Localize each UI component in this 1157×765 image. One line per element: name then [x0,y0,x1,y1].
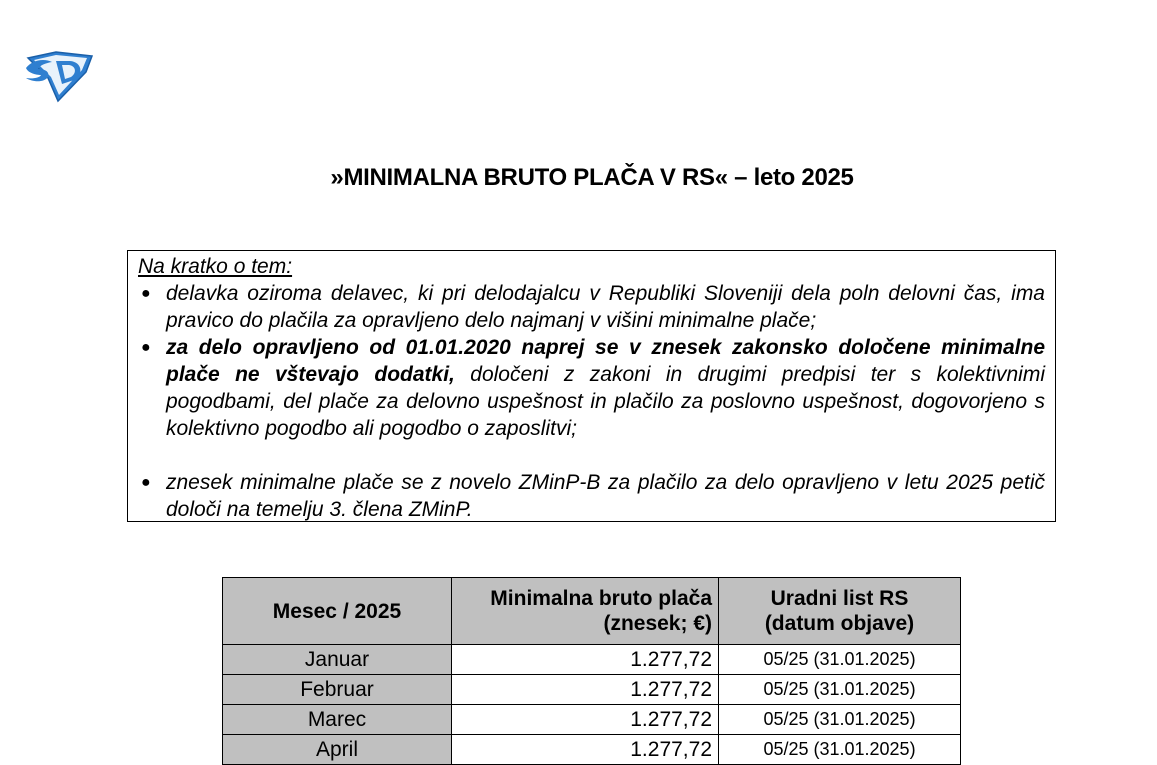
header-month: Mesec / 2025 [223,578,452,645]
header-amount-line2: (znesek; €) [603,612,712,635]
cell-amount: 1.277,72 [452,675,719,705]
summary-heading: Na kratko o tem: [138,255,293,278]
cell-gazette: 05/25 (31.01.2025) [719,735,961,765]
minimum-wage-table [222,577,961,765]
summary-bullet-3 [138,469,1045,523]
cell-amount: 1.277,72 [452,645,719,675]
cell-gazette: 05/25 (31.01.2025) [719,705,961,735]
bullet-dot-icon: ● [141,339,151,356]
header-gazette [719,578,961,645]
company-logo-icon [22,48,96,104]
bullet-dot-icon: ● [141,285,151,302]
page-title: »MINIMALNA BRUTO PLAČA V RS« – leto 2025 [330,164,854,191]
summary-box [127,250,1056,522]
table-header-row [223,578,961,645]
header-amount [452,578,719,645]
bullet-text: določeni z zakoni in drugimi predpisi ter s kolektivnimi pogodbami, del plače za delovno uspešnost in plačilo za poslovno uspešnost, dogovorjeno s kolektivno pogodbo ali pogodbo o zaposlitvi; [166,363,1046,440]
table-row [223,705,961,735]
header-gazette-line1: Uradni list RS [770,587,909,610]
table-row [223,675,961,705]
bullet-text: delavka oziroma delavec, ki pri delodajalcu v Republiki Sloveniji dela poln delovni čas, ima pravico do plačila za opravljeno delo najmanj v višini minimalne plače; [166,282,1045,332]
summary-list [138,280,1045,523]
header-gazette-line2: (datum objave) [764,612,915,635]
bullet-dot-icon: ● [141,474,151,491]
cell-amount: 1.277,72 [452,735,719,765]
cell-month: Februar [223,675,452,705]
cell-month: Januar [223,645,452,675]
cell-gazette: 05/25 (31.01.2025) [719,645,961,675]
header-amount-line1: Minimalna bruto plača [490,587,712,610]
table-row [223,645,961,675]
bullet-text: znesek minimalne plače se z novelo ZMinP-B za plačilo za delo opravljeno v letu 2025 petič določi na temelju 3. člena ZMinP. [166,471,1045,521]
bullet-bold-text: za delo opravljeno od 01.01.2020 naprej se v znesek zakonsko določene minimalne plače ne vštevajo dodatki, [166,336,1045,386]
summary-bullet-2 [138,334,1045,442]
cell-amount: 1.277,72 [452,705,719,735]
cell-month: Marec [223,705,452,735]
table-row [223,735,961,765]
cell-month: April [223,735,452,765]
summary-bullet-1 [138,280,1045,334]
cell-gazette: 05/25 (31.01.2025) [719,675,961,705]
